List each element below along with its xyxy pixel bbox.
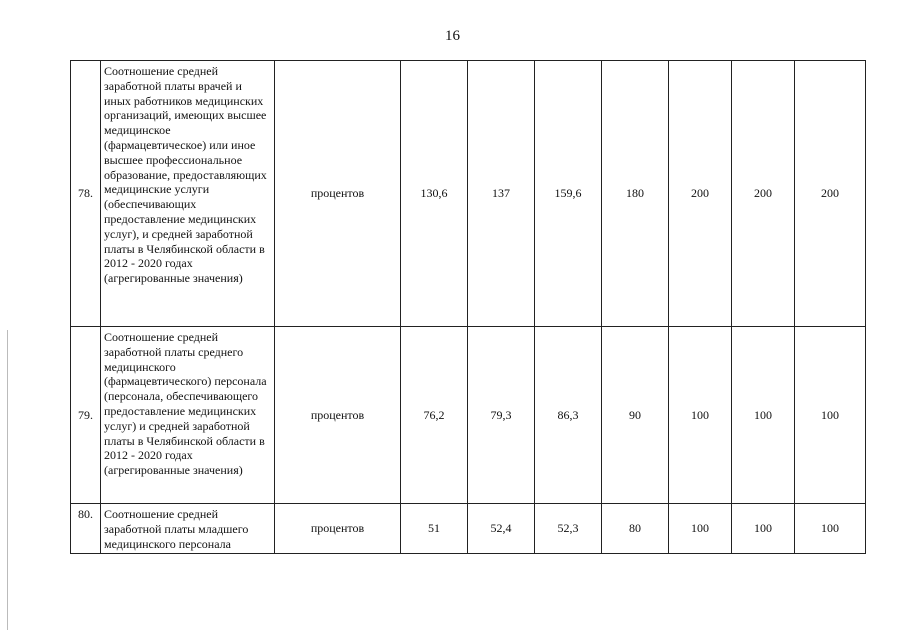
value-cell: 76,2 xyxy=(401,327,468,504)
unit-cell: процентов xyxy=(275,327,401,504)
value-cell: 51 xyxy=(401,504,468,554)
value-cell: 79,3 xyxy=(468,327,535,504)
value-cell: 100 xyxy=(795,327,866,504)
value-cell: 100 xyxy=(732,504,795,554)
value-cell: 130,6 xyxy=(401,61,468,327)
value-cell: 100 xyxy=(795,504,866,554)
value-cell: 200 xyxy=(669,61,732,327)
indicator-description: Соотношение средней заработной платы среднего медицинского (фармацевтического) персонала (персонала, обеспечивающего предоставление медицинских услуг) и средней заработной платы в Челябинской области в 2012 - 2020 годах (агрегированные значения) xyxy=(101,327,275,504)
indicator-description: Соотношение средней заработной платы врачей и иных работников медицинских организаций, имеющих высшее медицинское (фармацевтическое) или иное высшее профессиональное образование, предоставляющих медицинские услуги (обеспечивающих предоставление медицинских услуг), и средней заработной платы в Челябинской области в 2012 - 2020 годах (агрегированные значения) xyxy=(101,61,275,327)
table-row-78 xyxy=(71,61,866,327)
value-cell: 100 xyxy=(669,327,732,504)
value-cell: 200 xyxy=(795,61,866,327)
scan-edge-mark xyxy=(7,330,8,630)
value-cell: 200 xyxy=(732,61,795,327)
unit-cell: процентов xyxy=(275,504,401,554)
value-cell: 52,4 xyxy=(468,504,535,554)
table-row-80 xyxy=(71,504,866,554)
row-number: 79. xyxy=(71,327,101,504)
table-row-79 xyxy=(71,327,866,504)
value-cell: 80 xyxy=(602,504,669,554)
indicator-table xyxy=(70,60,866,554)
value-cell: 86,3 xyxy=(535,327,602,504)
indicator-description: Соотношение средней заработной платы младшего медицинского персонала xyxy=(101,504,275,554)
value-cell: 90 xyxy=(602,327,669,504)
value-cell: 137 xyxy=(468,61,535,327)
row-number: 78. xyxy=(71,61,101,327)
value-cell: 100 xyxy=(732,327,795,504)
value-cell: 52,3 xyxy=(535,504,602,554)
page-number: 16 xyxy=(445,28,460,44)
value-cell: 159,6 xyxy=(535,61,602,327)
value-cell: 180 xyxy=(602,61,669,327)
unit-cell: процентов xyxy=(275,61,401,327)
row-number: 80. xyxy=(71,504,101,554)
value-cell: 100 xyxy=(669,504,732,554)
